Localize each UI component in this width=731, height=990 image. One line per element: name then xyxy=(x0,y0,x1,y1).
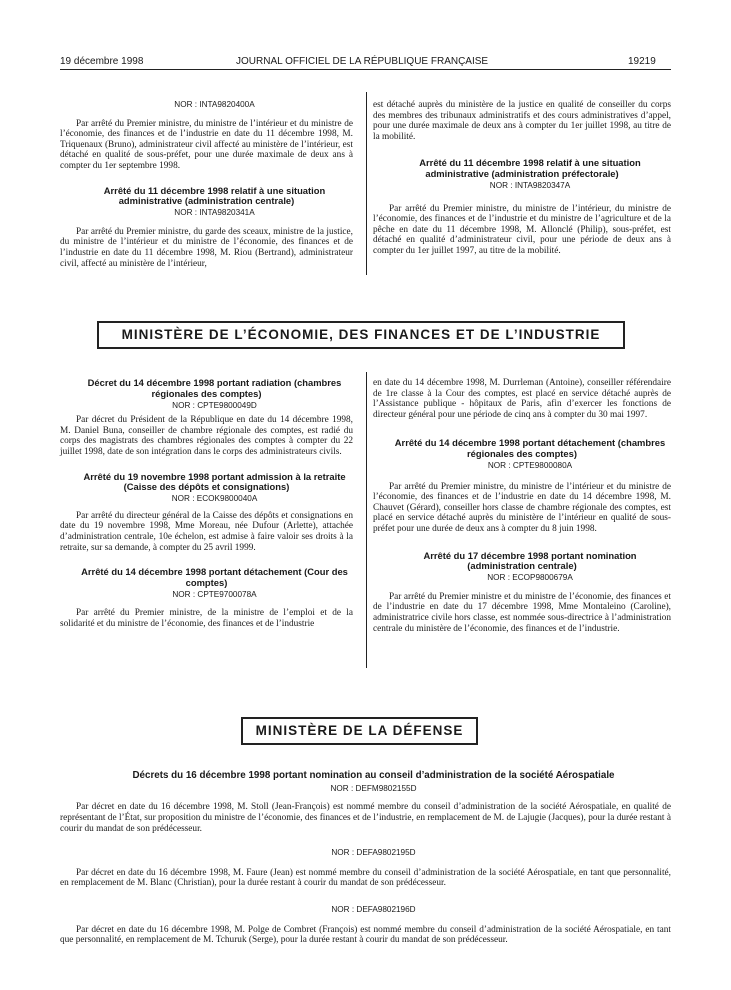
paragraph: Par arrêté du Premier ministre, du ministre de l’intérieur et du ministre de l’économie, des finances et de l’industrie en date du 14 décembre 1998, M. Chauvet (Gérard), conseiller hors classe de chambre régionale des comptes, est placé en service détaché auprès du ministère de l’intérieur en qualité de sous-préfet pour une durée de deux ans à compter du 8 juin 1998. xyxy=(373,481,671,534)
defense-section xyxy=(60,771,671,946)
section-title: Arrêté du 14 décembre 1998 portant détachement (chambres régionales des comptes) xyxy=(394,437,666,460)
middle-left-column xyxy=(60,378,353,630)
ministry-defense-heading: MINISTÈRE DE LA DÉFENSE xyxy=(255,723,464,738)
nor-reference: NOR : CPTE9700078A xyxy=(172,589,257,599)
section-title: Décrets du 16 décembre 1998 portant nomination au conseil d’administration de la société Aérospatiale xyxy=(132,770,615,781)
column-divider xyxy=(366,372,367,668)
section-title: Arrêté du 19 novembre 1998 portant admission à la retraite (Caisse des dépôts et consignations) xyxy=(83,470,346,493)
paragraph: Par décret en date du 16 décembre 1998, M. Stoll (Jean-François) est nommé membre du conseil d’administration de la société Aérospatiale, en qualité de représentant de l’État, sur proposition du ministre de l’économie, des finances et de l’industrie, en remplacement de M. de Lajugie (Jacques), pour la durée restant à courir du mandat de son prédécesseur. xyxy=(60,802,671,834)
nor-reference: NOR : ECOK9800040A xyxy=(171,494,258,504)
nor-reference: NOR : DEFA9802196D xyxy=(331,904,416,914)
nor-reference: NOR : DEFM9802155D xyxy=(330,783,417,793)
paragraph: Par arrêté du Premier ministre, du ministre de l’intérieur, du ministre de l’économie, des finances et de l’industrie et du ministre de l’agriculture et de la pêche en date du 11 décembre 1998, M. Allonclé (Philip), sous-préfet, est détaché en qualité d’administrateur civil, pour une période de deux ans à compter du 1er juillet 1997, au titre de la mobilité. xyxy=(373,203,671,256)
nor-reference: NOR : INTA9820347A xyxy=(489,180,571,190)
header-journal-title: JOURNAL OFFICIEL DE LA RÉPUBLIQUE FRANÇAISE xyxy=(236,56,489,67)
middle-right-column xyxy=(373,378,671,634)
column-divider xyxy=(366,92,367,275)
section-title: Arrêté du 11 décembre 1998 relatif à une situation administrative (administration préfectorale) xyxy=(419,157,641,180)
header-page-number: 19219 xyxy=(628,56,656,67)
nor-reference: NOR : DEFA9802195D xyxy=(331,848,416,858)
ministry-economy-heading: MINISTÈRE DE L’ÉCONOMIE, DES FINANCES ET DE L’INDUSTRIE xyxy=(121,327,601,342)
top-left-column xyxy=(60,100,353,269)
top-right-column xyxy=(373,100,671,257)
section-title: Arrêté du 11 décembre 1998 relatif à une situation administrative (administration centrale) xyxy=(103,184,326,207)
paragraph: Par arrêté du Premier ministre et du ministre de l’économie, des finances et de l’industrie en date du 17 décembre 1998, Mme Montaleino (Caroline), administratrice civile hors classe, est nommée sous-directrice à l’administration centrale du ministère de l’économie, des finances et de l’industrie. xyxy=(373,591,671,634)
nor-reference: NOR : INTA9820341A xyxy=(174,208,255,218)
paragraph: en date du 14 décembre 1998, M. Durrleman (Antoine), conseiller référendaire de 1re classe à la Cour des comptes, est placé en service détaché auprès de l’Assistance publique - hôpitaux de Paris, afin d’exercer les fonctions de directeur général pour une période de cinq ans à compter du 30 mai 1997. xyxy=(373,378,671,420)
nor-reference: NOR : INTA9820400A xyxy=(174,100,255,109)
paragraph: Par décret du Président de la République en date du 14 décembre 1998, M. Daniel Buna, conseiller de chambre régionale des comptes, est radié du corps des magistrats des chambres régionales des comptes à compter du 22 juillet 1998, date de son intégration dans le corps des administrateurs civils. xyxy=(60,415,353,457)
header-date: 19 décembre 1998 xyxy=(60,56,144,67)
section-title: Arrêté du 14 décembre 1998 portant détachement (Cour des comptes) xyxy=(81,566,348,588)
section-title: Arrêté du 17 décembre 1998 portant nomination (administration centrale) xyxy=(423,549,637,572)
paragraph: Par arrêté du directeur général de la Caisse des dépôts et consignations en date du 19 novembre 1998, Mme Moreau, née Dufour (Arlette), attachée d’administration centrale, 10e échelon, est admise à faire valoir ses droits à la retraite, sur sa demande, à compter du 25 avril 1999. xyxy=(60,510,353,553)
nor-reference: NOR : CPTE9800080A xyxy=(487,460,573,470)
paragraph: Par arrêté du Premier ministre, du ministre de l’intérieur et du ministre de l’économie, des finances et de l’industrie en date du 11 décembre 1998, M. Triquenaux (Bruno), administrateur civil affecté au ministère de l’intérieur, est détaché en qualité de sous-préfet, pour une durée maximale de deux ans à compter du 1er septembre 1998. xyxy=(60,118,353,171)
paragraph: Par arrêté du Premier ministre, de la ministre de l’emploi et de la solidarité et du ministre de l’économie, des finances et de l’industrie xyxy=(60,608,353,629)
nor-reference: NOR : ECOP9800679A xyxy=(487,573,573,583)
header-rule xyxy=(60,69,671,70)
paragraph: est détaché auprès du ministère de la justice en qualité de conseiller du corps des membres des tribunaux administratifs et des cours administratives d’appel, pour une durée maximale de deux ans à compter du 1er juillet 1998, au titre de la mobilité. xyxy=(373,100,671,142)
paragraph: Par décret en date du 16 décembre 1998, M. Faure (Jean) est nommé membre du conseil d’administration de la société Aérospatiale, en tant que personnalité, en remplacement de M. Blanc (Christian), pour la durée restant à courir du mandat de son prédécesseur. xyxy=(60,867,671,889)
nor-reference: NOR : CPTE9800049D xyxy=(172,400,257,410)
section-title: Décret du 14 décembre 1998 portant radiation (chambres régionales des comptes) xyxy=(87,377,342,399)
paragraph: Par arrêté du Premier ministre, du garde des sceaux, ministre de la justice, du ministre de l’intérieur et du ministre de l’économie, des finances et de l’industrie en date du 11 décembre 1998, M. Riou (Bertrand), administrateur civil, affecté au ministère de l’intérieur, xyxy=(60,226,353,269)
paragraph: Par décret en date du 16 décembre 1998, M. Polge de Combret (François) est nommé membre du conseil d’administration de la société Aérospatiale, en tant que personnalité, en remplacement de M. Tchuruk (Serge), pour la durée restant à courir du mandat de son prédécesseur. xyxy=(60,924,671,946)
